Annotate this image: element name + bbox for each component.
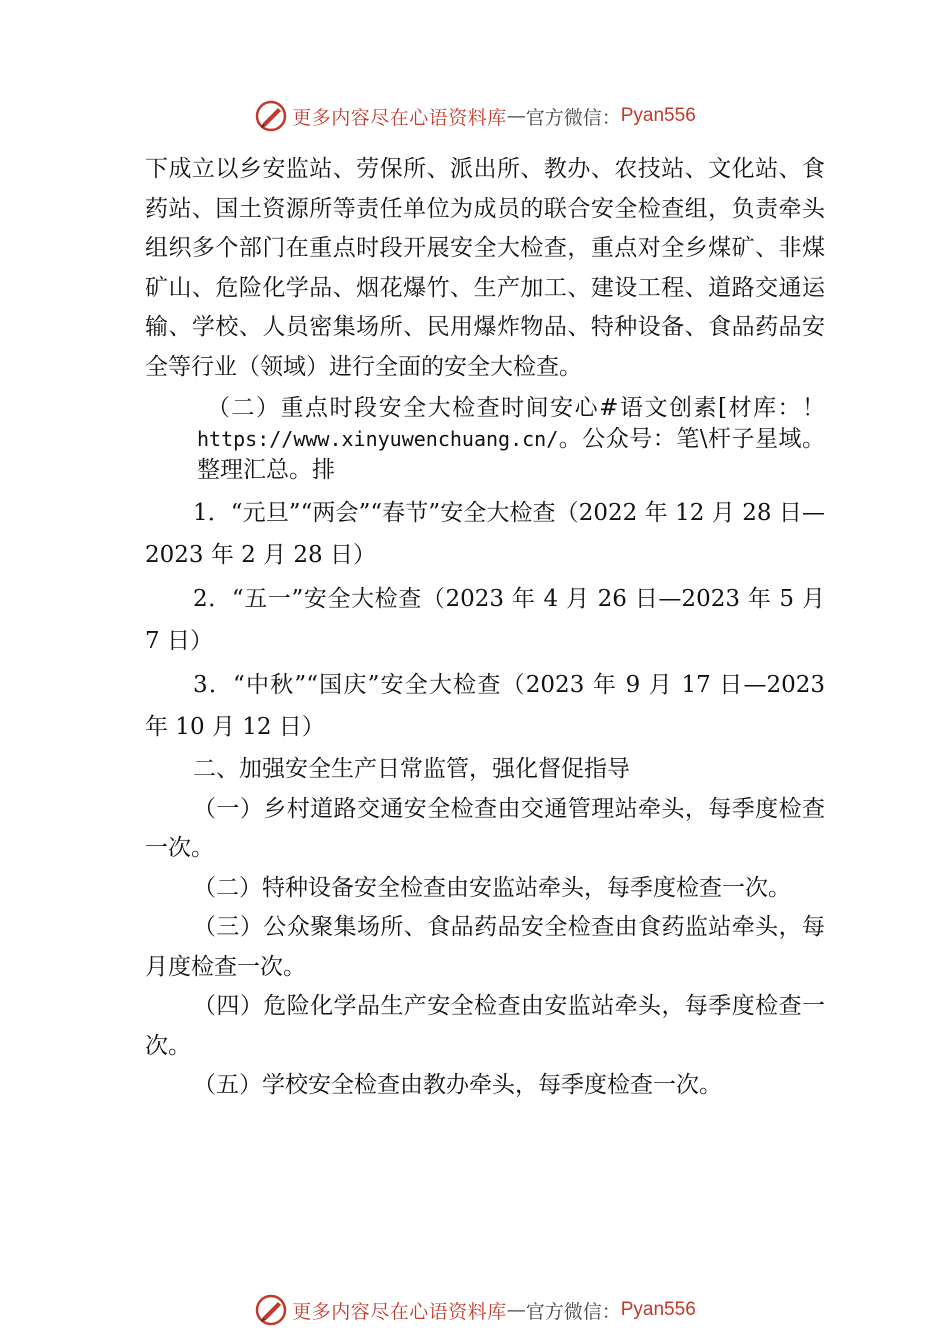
document-body: [145, 150, 825, 1106]
paragraph-public-places: （三）公众聚集场所、食品药品安全检查由食药监站牵头，每月度检查一次。: [145, 914, 825, 980]
pen-logo-icon: [254, 99, 288, 133]
key-period-text-b: 。公众号：笔\杆子星域。整理汇总。排: [197, 426, 825, 483]
header-site-text: 更多内容尽在心语资料库: [292, 106, 507, 129]
paragraph-hazardous-chemicals: （四）危险化学品生产安全检查由安监站牵头，每季度检查一次。: [145, 993, 825, 1059]
header-wechat-id: Pyan556: [620, 105, 696, 126]
footer-wechat-id: Pyan556: [620, 1299, 696, 1320]
paragraph-joint-inspection: 下成立以乡安监站、劳保所、派出所、教办、农技站、文化站、食药站、国土资源所等责任单位为成员的联合安全检查组，负责牵头组织多个部门在重点时段开展安全大检查，重点对全乡煤矿、非煤矿山、危险化学品、烟花爆竹、生产加工、建设工程、道路交通运输、学校、人员密集场所、民用爆炸物品、特种设备、食品药品安全等行业（领域）进行全面的安全大检查。: [145, 156, 825, 380]
list-item-may-day: 2．“五一”安全大检查（2023 年 4 月 26 日—2023 年 5 月 7 日）: [145, 586, 825, 654]
footer-wechat-label: 官方微信：: [525, 1300, 621, 1323]
source-url: https://www.xinyuwenchuang.cn/: [197, 427, 559, 451]
list-item-national-day: 3．“中秋”“国庆”安全大检查（2023 年 9 月 17 日—2023 年 10 月 12 日）: [145, 672, 825, 740]
section-heading-daily-supervision: 二、加强安全生产日常监管，强化督促指导: [193, 756, 630, 782]
footer-dash: —: [506, 1299, 526, 1321]
paragraph-school-safety: （五）学校安全检查由教办牵头，每季度检查一次。: [193, 1072, 722, 1098]
footer-site-text: 更多内容尽在心语资料库: [292, 1300, 507, 1323]
pen-logo-icon: [254, 1293, 288, 1327]
paragraph-road-traffic: （一）乡村道路交通安全检查由交通管理站牵头，每季度检查一次。: [145, 795, 825, 861]
paragraph-key-period: [197, 393, 825, 486]
header-dash: —: [506, 105, 526, 127]
paragraph-special-equipment: （二）特种设备安全检查由安监站牵头，每季度检查一次。: [193, 874, 791, 901]
key-period-text-a: （二）重点时段安全大检查时间安心#语文创素[材库：！: [207, 395, 825, 421]
footer-banner: [0, 1290, 950, 1330]
list-item-new-year: 1．“元旦”“两会”“春节”安全大检查（2022 年 12 月 28 日—2023 年 2 月 28 日）: [145, 500, 825, 568]
header-banner: [0, 96, 950, 136]
header-wechat-label: 官方微信：: [525, 106, 621, 129]
